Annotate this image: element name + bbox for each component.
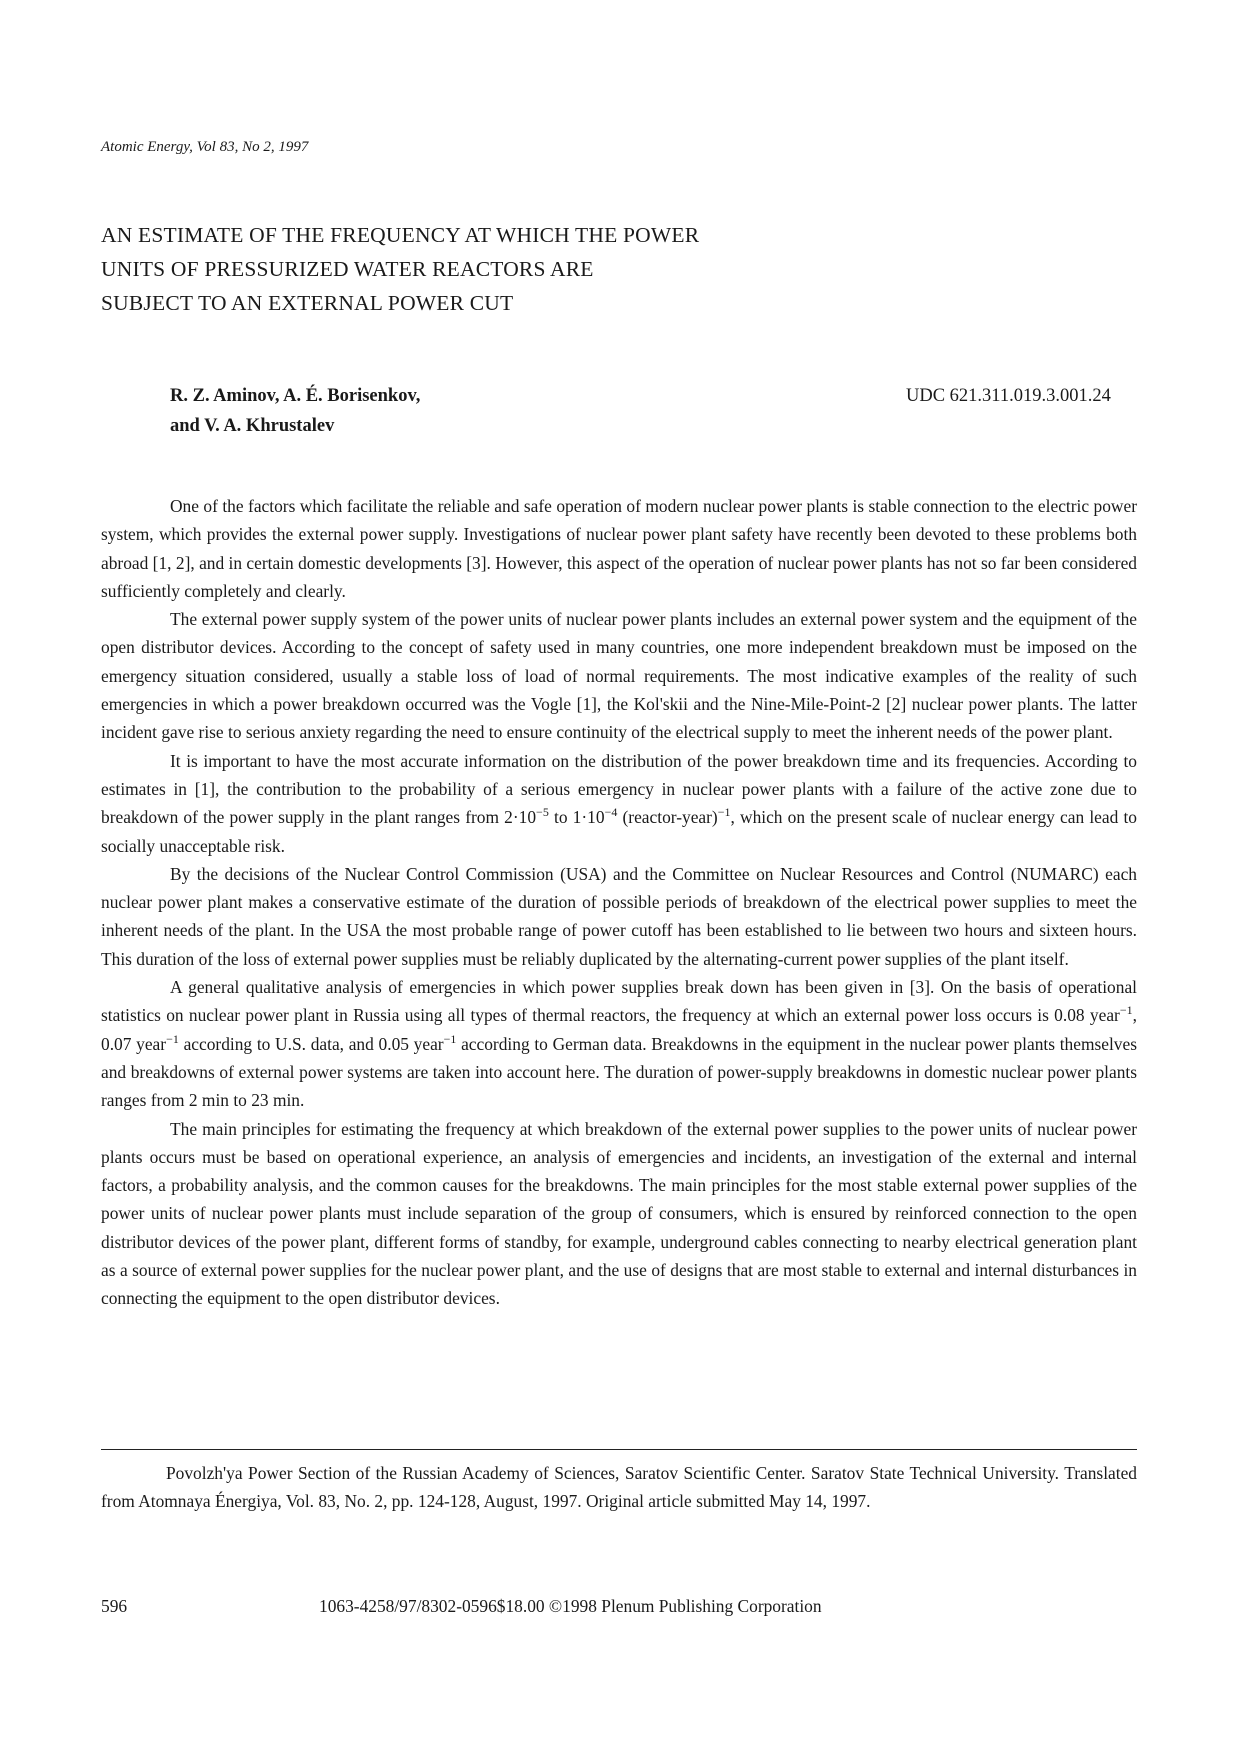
- body-paragraph: The external power supply system of the power units of nuclear power plants includes an external power system and the equipment of the open distributor devices. According to the concept of safety used in many countries, one more independent breakdown must be imposed on the emergency situation considered, usually a stable loss of load of normal requirements. The most indicative examples of the reality of such emergencies in which a power breakdown occurred was the Vogle [1], the Kol'skii and the Nine-Mile-Point-2 [2] nuclear power plants. The latter incident gave rise to serious anxiety regarding the need to ensure continuity of the electrical supply to meet the inherent needs of the power plant.: [101, 609, 1137, 743]
- exponent: −1: [443, 1031, 457, 1046]
- issn-copyright-line: 1063-4258/97/8302-0596$18.00 ©1998 Plenum Publishing Corporation: [319, 1596, 822, 1616]
- paragraph-text: It is important to have the most accurate information on the distribution of the power breakdown time and its frequencies. According to estimates in [1], the contribution to the probability of a serious emergency in nuclear power plants with a failure of the active zone due to breakdown of the power supply in the plant ranges from 2·10: [101, 750, 1137, 828]
- page-number: 596: [101, 1596, 128, 1616]
- title-line: SUBJECT TO AN EXTERNAL POWER CUT: [101, 291, 514, 315]
- paragraph-text: A general qualitative analysis of emergencies in which power supplies break down has been given in [3]. On the basis of operational statistics on nuclear power plant in Russia using all types of thermal reactors, the frequency at which an external power loss occurs is 0.08 year: [101, 977, 1137, 1026]
- article-title: [101, 218, 1001, 320]
- title-line: AN ESTIMATE OF THE FREQUENCY AT WHICH THE POWER: [101, 223, 700, 247]
- body-paragraph: The main principles for estimating the frequency at which breakdown of the external power supplies to the power units of nuclear power plants occurs must be based on operational experience, an analysis of emergencies and incidents, an investigation of the external and internal factors, a probability analysis, and the common causes for the breakdowns. The main principles for the most stable external power supplies of the power units of nuclear power plants must include separation of the group of consumers, which is ensured by reinforced connection to the open distributor devices of the power plant, different forms of standby, for example, underground cables connecting to nearby electrical generation plant as a source of external power supplies for the nuclear power plant, and the use of designs that are most stable to external and internal disturbances in connecting the equipment to the open distributor devices.: [101, 1118, 1137, 1309]
- affiliation-footnote: Povolzh'ya Power Section of the Russian Academy of Sciences, Saratov Scientific Center. Saratov State Technical University. Translated from Atomnaya Énergiya, Vol. 83, No. 2, pp. 124-128, August, 1997. Original article submitted May 14, 1997.: [101, 1463, 1137, 1511]
- paragraph-text: (reactor-year): [617, 807, 718, 828]
- authors: [170, 381, 420, 441]
- exponent: −1: [717, 805, 731, 820]
- paragraph-text: , 0.07 year: [101, 1005, 1137, 1054]
- udc-code: UDC 621.311.019.3.001.24: [906, 386, 1111, 406]
- exponent: −1: [166, 1031, 179, 1046]
- body-paragraph: [101, 747, 1137, 860]
- body-paragraph: One of the factors which facilitate the reliable and safe operation of modern nuclear power plants is stable connection to the electric power system, which provides the external power supply. Investigations of nuclear power plant safety have recently been devoted to these problems both abroad [1, 2], and in certain domestic developments [3]. However, this aspect of the operation of nuclear power plants has not so far been considered sufficiently completely and clearly.: [101, 496, 1137, 601]
- paragraph-text: , which on the present scale of nuclear energy can lead to socially unacceptable risk.: [101, 807, 1137, 856]
- paragraph-text: according to German data. Breakdowns in the equipment in the nuclear power plants themselves and breakdowns of external power systems are taken into account here. The duration of power-supply breakdowns in domestic nuclear power plants ranges from 2 min to 23 min.: [101, 1033, 1137, 1111]
- title-line: UNITS OF PRESSURIZED WATER REACTORS ARE: [101, 257, 594, 281]
- journal-reference: Atomic Energy, Vol 83, No 2, 1997: [101, 139, 309, 155]
- article-body: [101, 492, 1137, 1313]
- exponent: −4: [604, 805, 618, 820]
- exponent: −1: [1119, 1003, 1133, 1018]
- authors-line: R. Z. Aminov, A. É. Borisenkov,: [170, 386, 421, 406]
- body-paragraph: By the decisions of the Nuclear Control Commission (USA) and the Committee on Nuclear Resources and Control (NUMARC) each nuclear power plant makes a conservative estimate of the duration of possible periods of breakdown of the electrical power supplies to meet the inherent needs of the plant. In the USA the most probable range of power cutoff has been established to lie between two hours and sixteen hours. This duration of the loss of external power supplies must be reliably duplicated by the alternating-current power supplies of the plant itself.: [101, 863, 1137, 969]
- footnote-divider: [101, 1449, 1137, 1450]
- paragraph-text: according to U.S. data, and 0.05 year: [178, 1033, 444, 1054]
- authors-line: and V. A. Khrustalev: [170, 416, 335, 436]
- paragraph-text: to 1·10: [548, 807, 605, 828]
- body-paragraph: [101, 973, 1137, 1114]
- exponent: −5: [536, 805, 549, 820]
